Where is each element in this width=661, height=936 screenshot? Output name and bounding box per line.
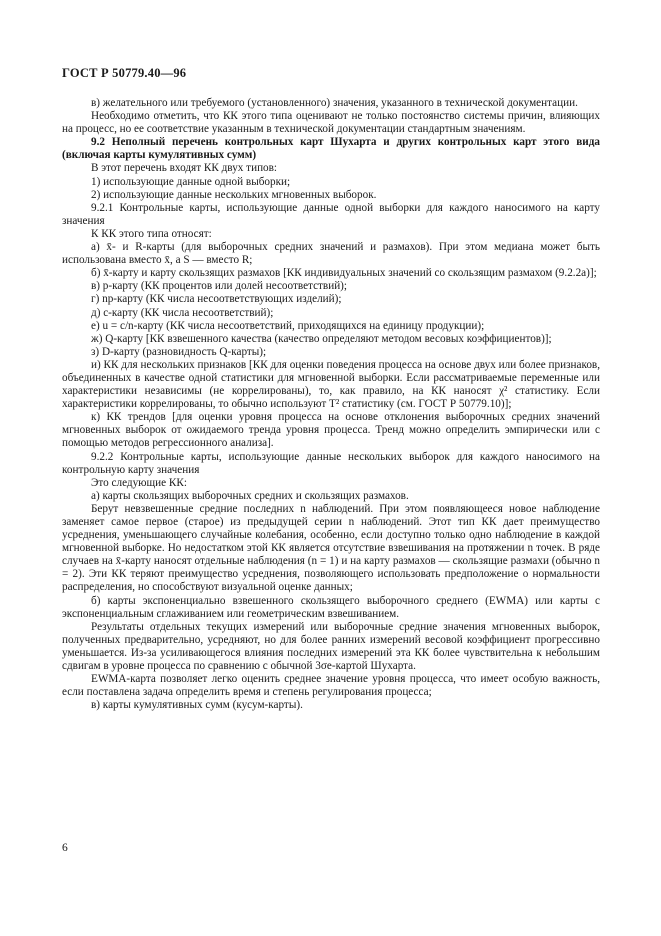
list-item: г) np-карту (КК числа несоответствующих изделий); <box>91 293 342 306</box>
list-item: д) c-карту (КК числа несоответствий); <box>91 306 274 319</box>
standard-header: ГОСТ Р 50779.40—96 <box>62 66 187 80</box>
list-item: в) p-карту (КК процентов или долей несоответствий); <box>91 280 348 293</box>
subsection-heading-9-2-1: 9.2.1 Контрольные карты, использующие данные одной выборки для каждого наносимого на карту значения <box>62 201 600 227</box>
paragraph: Это следующие КК: <box>91 476 187 489</box>
list-item: 2) использующие данные нескольких мгновенных выборок. <box>91 188 377 201</box>
paragraph: Берут невзвешенные средние последних n наблюдений. При этом появляющееся новое наблюдение заменяет самое первое (старое) из предыдущей серии n наблюдений. Этот тип КК дает преимущество усреднения, уменьшающего случайные колебания, особенно, если доступно только одно наблюдение в каждой мгновенной выборке. Но недостатком этой КК является отсутствие взвешивания на протяжении n точек. В ряде случаев на x̄-карту наносят отдельные наблюдения (n = 1) и на карту размахов — скользящие размахи (обычно n = 2). Эти КК теряют преимущество усреднения, позволяющего использовать предположение о нормальности распределения, но способствуют визуальной оценке данных; <box>62 502 600 594</box>
list-item: и) КК для нескольких признаков [КК для оценки поведения процесса на основе двух или более признаков, объединенных в качестве одной статистики для мгновенной выборки. Если рассматриваемые переменные или характеристики независимы (не коррелированы), то, как правило, на КК наносят χ² статистику. Если характеристики коррелированы, то обычно используют T² статистику (см. ГОСТ Р 50779.10)]; <box>62 358 600 411</box>
paragraph: К КК этого типа относят: <box>91 227 212 240</box>
paragraph: в) желательного или требуемого (установленного) значения, указанного в технической документации. <box>91 97 578 109</box>
paragraph: EWMA-карта позволяет легко оценить среднее значение уровня процесса, что имеет особую важность, если поставлена задача определить время и степень регулирования процесса; <box>62 673 600 699</box>
section-heading-9-2: 9.2 Неполный перечень контрольных карт Шухарта и других контрольных карт этого вида (включая карты кумулятивных сумм) <box>62 136 600 162</box>
list-item: а) x̄- и R-карты (для выборочных средних значений и размахов). При этом медиана может быть использована вместо x̄, а S — вместо R; <box>62 241 600 267</box>
document-body <box>62 97 600 712</box>
list-item: к) КК трендов [для оценки уровня процесса на основе отклонения выборочных средних значений мгновенных выборок от ожидаемого тренда уровня процесса. Тренд можно определить эмпирически или с помощью методов регрессионного анализа]. <box>62 411 600 450</box>
list-item: з) D-карту (разновидность Q-карты); <box>91 345 267 358</box>
list-item: е) u = c/n-карту (КК числа несоответствий, приходящихся на единицу продукции); <box>91 319 485 332</box>
paragraph: В этот перечень входят КК двух типов: <box>91 162 278 175</box>
subsection-heading-9-2-2: 9.2.2 Контрольные карты, использующие данные нескольких выборок для каждого наносимого на контрольную карту значения <box>62 450 600 476</box>
list-item: б) x̄-карту и карту скользящих размахов [КК индивидуальных значений со скользящим размахом (9.2.2а)]; <box>91 267 597 280</box>
list-item: 1) использующие данные одной выборки; <box>91 175 291 188</box>
list-item: а) карты скользящих выборочных средних и скользящих размахов. <box>91 489 409 502</box>
page-number: 6 <box>62 842 68 854</box>
list-item: б) карты экспоненциально взвешенного скользящего выборочного среднего (EWMA) или карты с экспоненциальным сглаживанием или геометрическим взвешиванием. <box>62 594 600 620</box>
paragraph: Необходимо отметить, что КК этого типа оценивают не только постоянство системы причин, влияющих на процесс, но ее соответствие указанным в технической документации стандартным значениям. <box>62 110 600 136</box>
list-item: ж) Q-карту [КК взвешенного качества (качество определяют методом весовых коэффициентов)]; <box>91 332 552 345</box>
list-item: в) карты кумулятивных сумм (кусум-карты). <box>91 699 303 712</box>
paragraph: Результаты отдельных текущих измерений или выборочные средние значения мгновенных выборок, полученных предварительно, усредняют, но для более ранних измерений весовой коэффициент прогрессивно уменьшается. Из-за усиливающегося влияния последних измерений эта КК более чувствительна к небольшим сдвигам в уровне процесса по сравнению с обычной 3σe-картой Шухарта. <box>62 620 600 673</box>
